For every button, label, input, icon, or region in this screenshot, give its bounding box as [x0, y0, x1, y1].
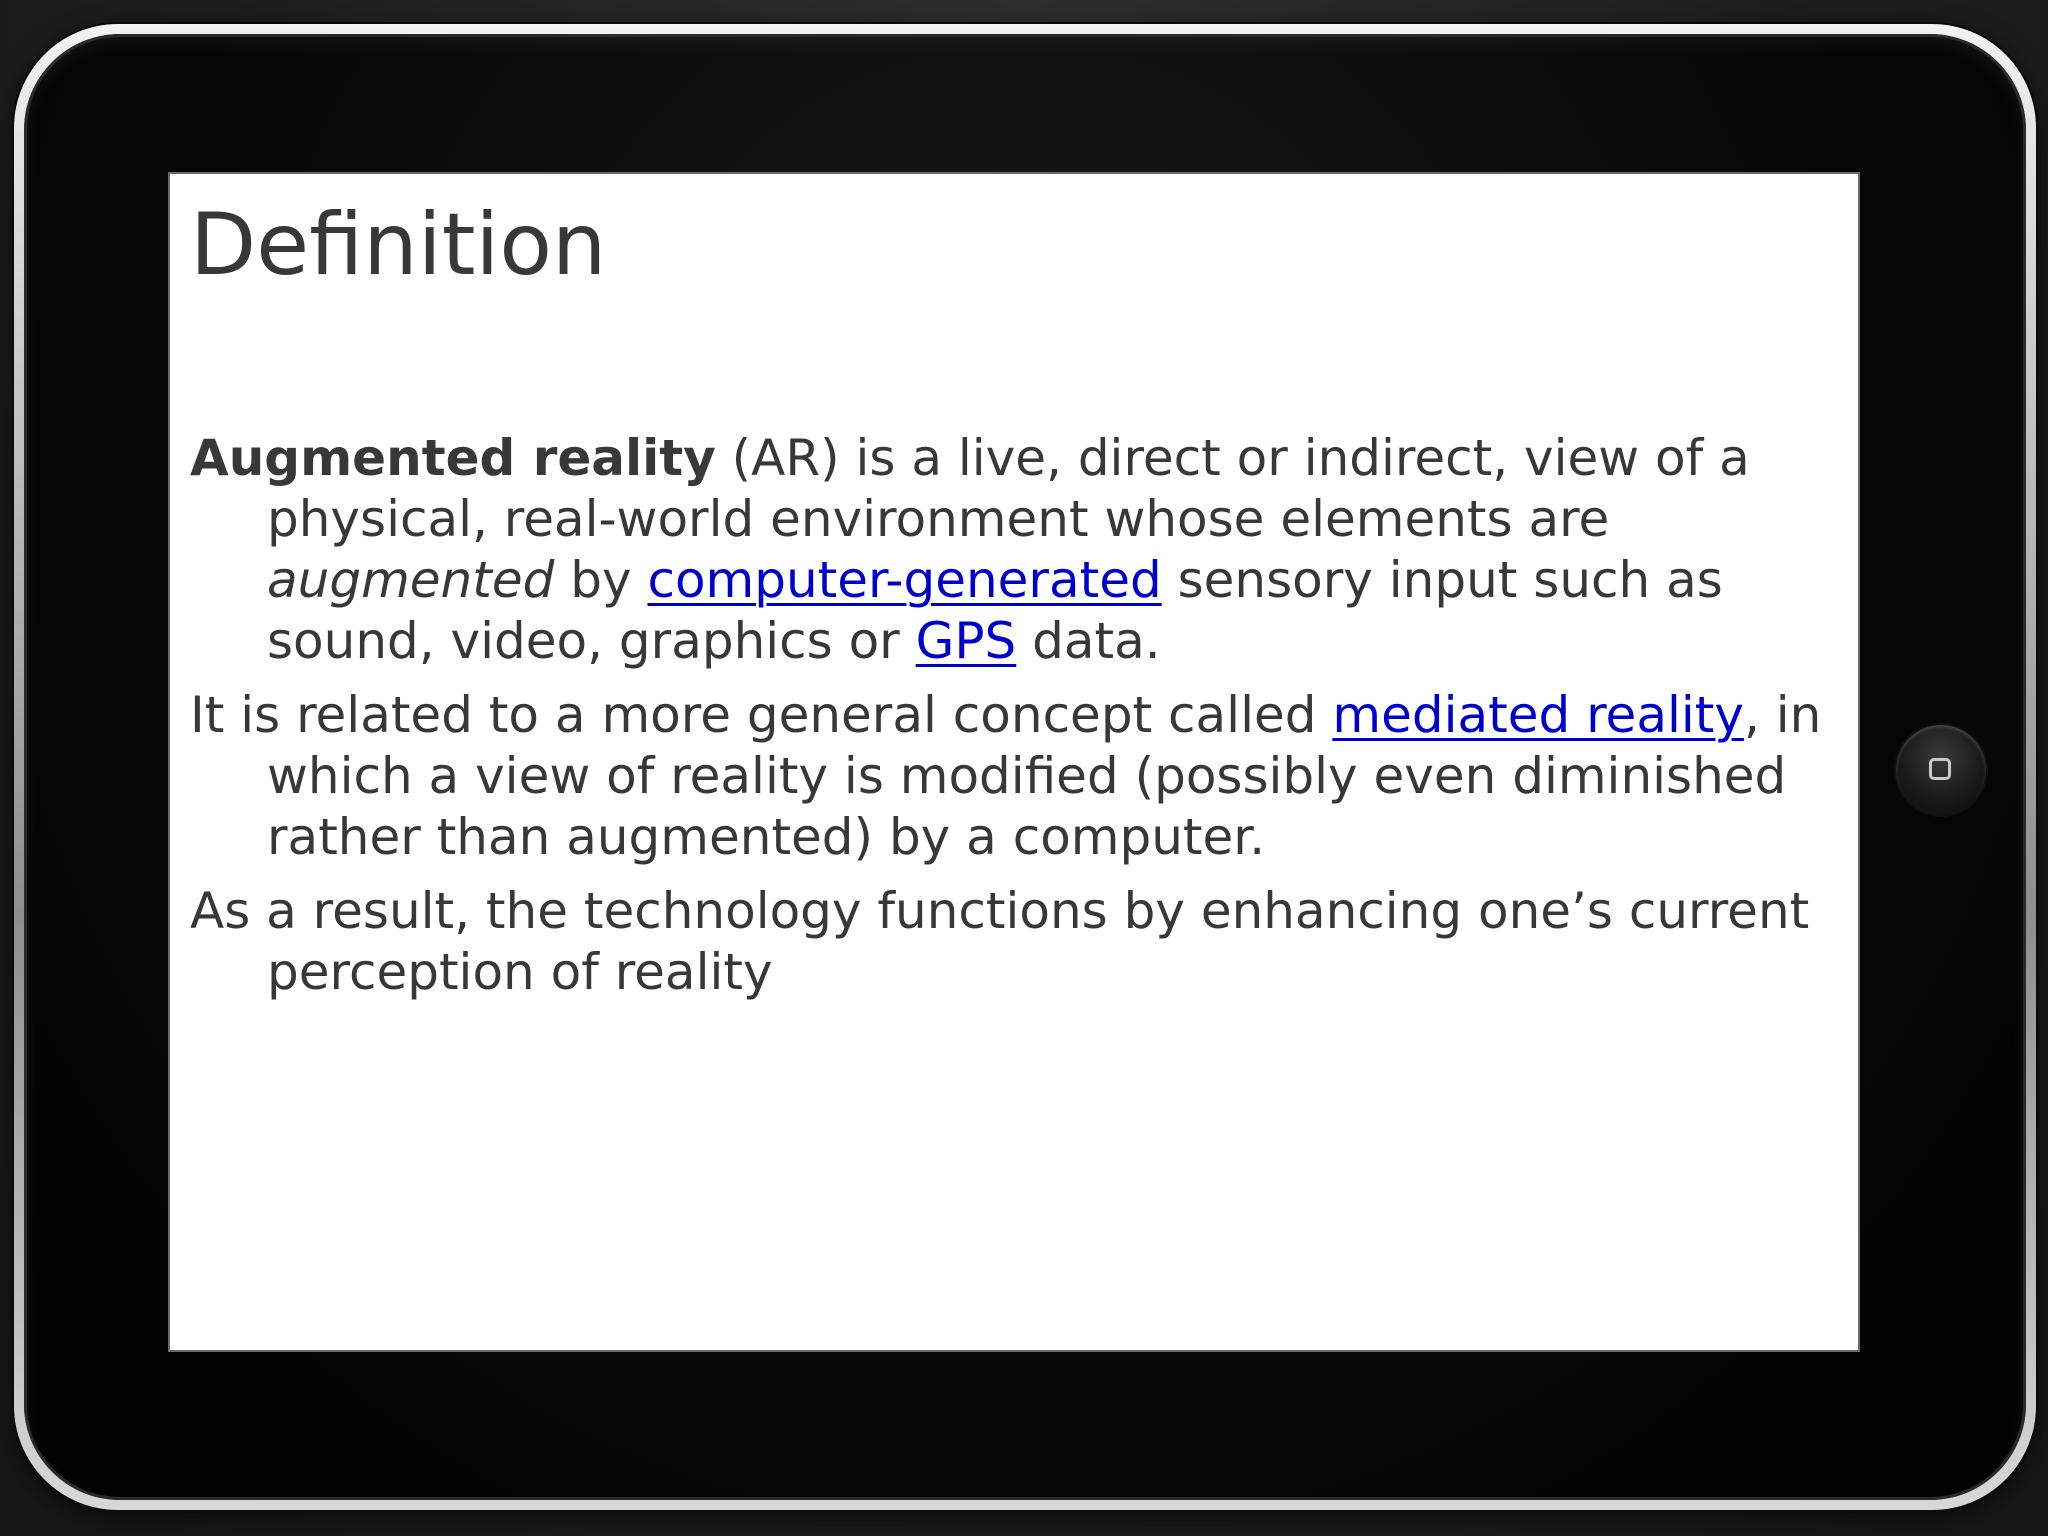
- mediated-text-a: It is related to a more general concept called: [190, 686, 1333, 744]
- definition-italic-augmented: augmented: [267, 551, 555, 609]
- home-button[interactable]: [1896, 725, 1986, 815]
- slide-title: Definition: [190, 195, 607, 295]
- link-mediated-reality[interactable]: mediated reality: [1332, 686, 1744, 744]
- definition-text-a: (AR) is a live, direct or indirect, view of a physical, real-world environment whose elements are: [267, 429, 1750, 548]
- link-gps[interactable]: GPS: [915, 612, 1017, 670]
- slide-screen: [168, 172, 1860, 1352]
- definition-text-c: sensory input such as sound, video, graphics or: [267, 551, 1723, 670]
- link-computer-generated[interactable]: computer-generated: [647, 551, 1162, 609]
- home-square-icon: [1929, 758, 1951, 780]
- definition-paragraph: [190, 428, 1830, 672]
- slide-body: [190, 428, 1830, 1016]
- term-augmented-reality: Augmented reality: [190, 429, 716, 487]
- result-paragraph: As a result, the technology functions by enhancing one’s current perception of reality: [190, 882, 1810, 1001]
- mediated-text-b: , in which a view of reality is modified (possibly even diminished rather than augmented) by a computer.: [267, 686, 1822, 866]
- definition-text-b: by: [554, 551, 648, 609]
- definition-text-d: data.: [1016, 612, 1161, 670]
- mediated-reality-paragraph: [190, 685, 1830, 868]
